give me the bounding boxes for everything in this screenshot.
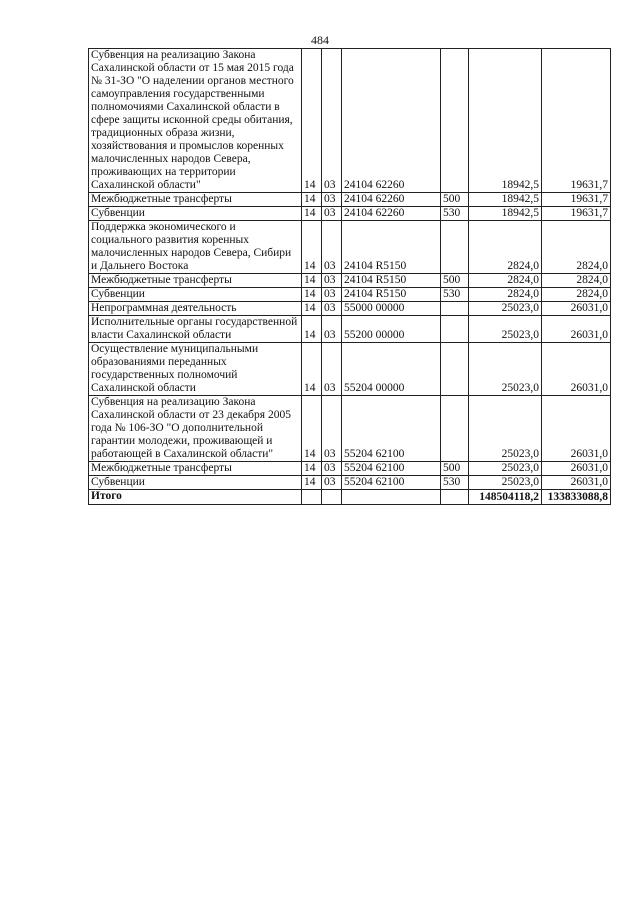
row-target-article: 55204 62100 bbox=[342, 462, 441, 476]
row-name: Исполнительные органы государственной власти Сахалинской области bbox=[89, 316, 302, 343]
row-name: Межбюджетные трансферты bbox=[89, 274, 302, 288]
row-expense-type: 530 bbox=[441, 288, 469, 302]
row-sum-1: 25023,0 bbox=[469, 462, 542, 476]
total-label: Итого bbox=[89, 490, 302, 505]
total-empty-cell bbox=[322, 490, 342, 505]
table-row bbox=[89, 207, 611, 221]
row-sum-2: 26031,0 bbox=[542, 316, 611, 343]
row-name: Субвенция на реализацию Закона Сахалинской области от 23 декабря 2005 года № 106-ЗО "О дополнительной гарантии молодежи, проживающей и работающей в Сахалинской области" bbox=[89, 396, 302, 462]
row-sum-1: 18942,5 bbox=[469, 193, 542, 207]
row-expense-type bbox=[441, 302, 469, 316]
row-name: Поддержка экономического и социального развития коренных малочисленных народов Севера, Сибири и Дальнего Востока bbox=[89, 221, 302, 274]
row-subsection: 03 bbox=[322, 302, 342, 316]
row-section: 14 bbox=[302, 462, 322, 476]
row-sum-2: 2824,0 bbox=[542, 274, 611, 288]
table-row bbox=[89, 274, 611, 288]
total-sum-1: 148504118,2 bbox=[469, 490, 542, 505]
row-target-article: 24104 R5150 bbox=[342, 221, 441, 274]
row-subsection: 03 bbox=[322, 462, 342, 476]
row-name: Межбюджетные трансферты bbox=[89, 462, 302, 476]
row-subsection: 03 bbox=[322, 288, 342, 302]
row-sum-1: 25023,0 bbox=[469, 343, 542, 396]
row-expense-type: 500 bbox=[441, 462, 469, 476]
row-section: 14 bbox=[302, 343, 322, 396]
row-sum-1: 25023,0 bbox=[469, 316, 542, 343]
table-row bbox=[89, 302, 611, 316]
row-target-article: 24104 R5150 bbox=[342, 288, 441, 302]
row-sum-1: 25023,0 bbox=[469, 396, 542, 462]
row-section: 14 bbox=[302, 221, 322, 274]
total-empty-cell bbox=[302, 490, 322, 505]
table-row bbox=[89, 462, 611, 476]
row-name: Осуществление муниципальными образованиями переданных государственных полномочий Сахалинской области bbox=[89, 343, 302, 396]
row-section: 14 bbox=[302, 288, 322, 302]
row-sum-1: 2824,0 bbox=[469, 221, 542, 274]
row-name: Субвенции bbox=[89, 288, 302, 302]
row-expense-type bbox=[441, 221, 469, 274]
row-subsection: 03 bbox=[322, 343, 342, 396]
table-row bbox=[89, 396, 611, 462]
row-expense-type: 500 bbox=[441, 274, 469, 288]
row-section: 14 bbox=[302, 193, 322, 207]
row-sum-2: 26031,0 bbox=[542, 396, 611, 462]
row-subsection: 03 bbox=[322, 316, 342, 343]
row-expense-type bbox=[441, 49, 469, 193]
row-sum-2: 2824,0 bbox=[542, 221, 611, 274]
row-sum-1: 2824,0 bbox=[469, 274, 542, 288]
row-sum-2: 19631,7 bbox=[542, 207, 611, 221]
row-subsection: 03 bbox=[322, 396, 342, 462]
total-empty-cell bbox=[441, 490, 469, 505]
table-row bbox=[89, 316, 611, 343]
row-target-article: 55204 62100 bbox=[342, 396, 441, 462]
row-section: 14 bbox=[302, 49, 322, 193]
table-row bbox=[89, 288, 611, 302]
row-sum-2: 26031,0 bbox=[542, 343, 611, 396]
row-expense-type: 500 bbox=[441, 193, 469, 207]
total-empty-cell bbox=[342, 490, 441, 505]
row-section: 14 bbox=[302, 274, 322, 288]
row-target-article: 24104 62260 bbox=[342, 193, 441, 207]
table-row bbox=[89, 221, 611, 274]
row-name: Субвенции bbox=[89, 476, 302, 490]
row-name: Субвенции bbox=[89, 207, 302, 221]
row-subsection: 03 bbox=[322, 207, 342, 221]
row-sum-2: 26031,0 bbox=[542, 462, 611, 476]
row-target-article: 24104 62260 bbox=[342, 49, 441, 193]
row-section: 14 bbox=[302, 207, 322, 221]
row-subsection: 03 bbox=[322, 476, 342, 490]
row-sum-2: 2824,0 bbox=[542, 288, 611, 302]
row-target-article: 55204 00000 bbox=[342, 343, 441, 396]
row-target-article: 24104 62260 bbox=[342, 207, 441, 221]
row-name: Межбюджетные трансферты bbox=[89, 193, 302, 207]
row-sum-1: 25023,0 bbox=[469, 476, 542, 490]
row-target-article: 55200 00000 bbox=[342, 316, 441, 343]
row-section: 14 bbox=[302, 302, 322, 316]
row-sum-2: 26031,0 bbox=[542, 302, 611, 316]
row-section: 14 bbox=[302, 476, 322, 490]
row-expense-type bbox=[441, 343, 469, 396]
row-section: 14 bbox=[302, 316, 322, 343]
table-row bbox=[89, 476, 611, 490]
row-sum-2: 19631,7 bbox=[542, 193, 611, 207]
total-sum-2: 133833088,8 bbox=[542, 490, 611, 505]
row-target-article: 55204 62100 bbox=[342, 476, 441, 490]
table-row bbox=[89, 193, 611, 207]
row-subsection: 03 bbox=[322, 49, 342, 193]
row-name: Непрограммная деятельность bbox=[89, 302, 302, 316]
row-expense-type: 530 bbox=[441, 476, 469, 490]
row-subsection: 03 bbox=[322, 193, 342, 207]
row-subsection: 03 bbox=[322, 274, 342, 288]
row-sum-2: 19631,7 bbox=[542, 49, 611, 193]
row-sum-1: 18942,5 bbox=[469, 207, 542, 221]
row-section: 14 bbox=[302, 396, 322, 462]
row-name: Субвенция на реализацию Закона Сахалинской области от 15 мая 2015 года № 31-ЗО "О наделении органов местного самоуправления государственными полномочиями Сахалинской области в сфере защиты исконной среды обитания, традиционных образа жизни, хозяйствования и промыслов коренных малочисленных народов Севера, проживающих на территории Сахалинской области" bbox=[89, 49, 302, 193]
total-row bbox=[89, 490, 611, 505]
row-expense-type: 530 bbox=[441, 207, 469, 221]
row-target-article: 55000 00000 bbox=[342, 302, 441, 316]
table-row bbox=[89, 49, 611, 193]
row-expense-type bbox=[441, 316, 469, 343]
row-sum-1: 25023,0 bbox=[469, 302, 542, 316]
page-number: 484 bbox=[311, 33, 329, 47]
row-sum-1: 18942,5 bbox=[469, 49, 542, 193]
table-row bbox=[89, 343, 611, 396]
row-sum-2: 26031,0 bbox=[542, 476, 611, 490]
row-sum-1: 2824,0 bbox=[469, 288, 542, 302]
row-target-article: 24104 R5150 bbox=[342, 274, 441, 288]
row-expense-type bbox=[441, 396, 469, 462]
row-subsection: 03 bbox=[322, 221, 342, 274]
budget-table bbox=[88, 48, 611, 505]
